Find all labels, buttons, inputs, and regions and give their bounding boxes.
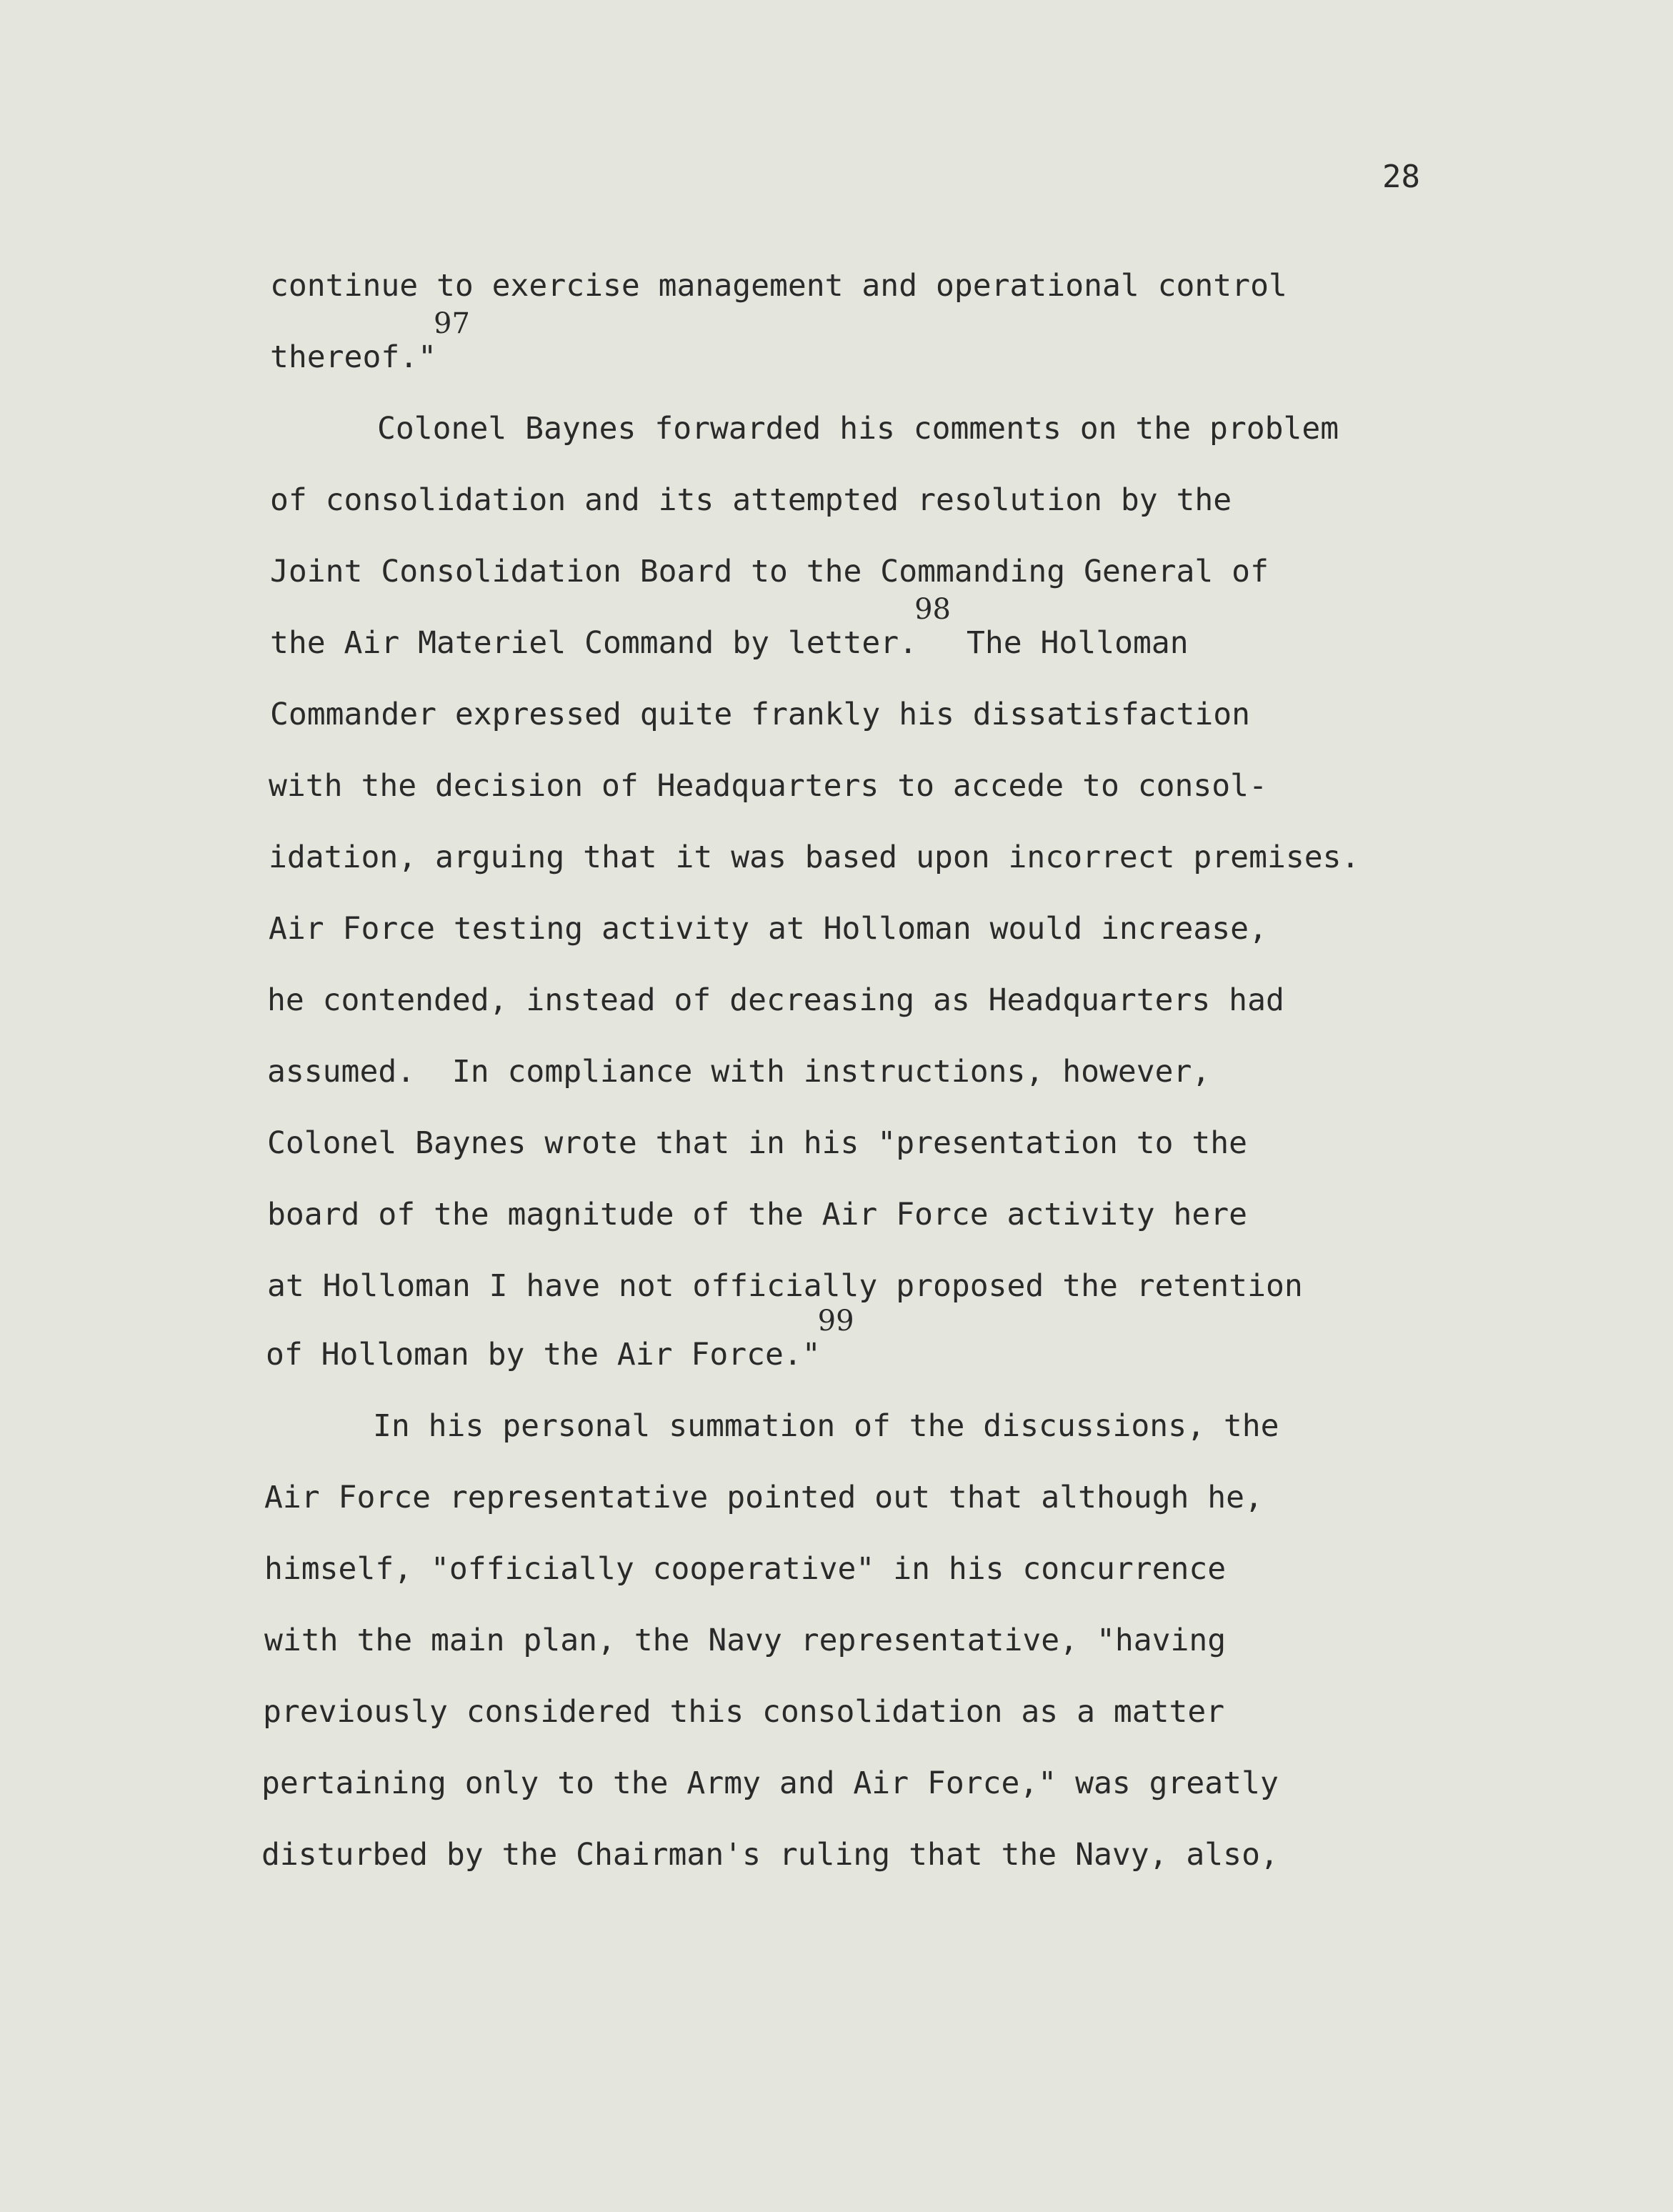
text-line-2-text: thereof." bbox=[270, 339, 436, 375]
text-line-3-text: Colonel Baynes forwarded his comments on the problem bbox=[377, 411, 1339, 447]
text-line-19: himself, "officially cooperative" in his concurrence bbox=[264, 1551, 1227, 1587]
text-line-3 bbox=[270, 407, 1339, 450]
text-line-4: of consolidation and its attempted resolution by the bbox=[270, 482, 1232, 518]
page-number: 28 bbox=[1382, 159, 1420, 195]
text-line-22: pertaining only to the Army and Air Force," was greatly bbox=[261, 1765, 1279, 1801]
text-line-6: the Air Materiel Command by letter.98 The Holloman bbox=[270, 622, 917, 665]
text-line-21: previously considered this consolidation as a matter bbox=[263, 1694, 1225, 1730]
text-line-13: Colonel Baynes wrote that in his "presentation to the bbox=[267, 1125, 1248, 1161]
text-line-23: disturbed by the Chairman's ruling that the Navy, also, bbox=[261, 1837, 1279, 1873]
text-line-6-text: the Air Materiel Command by letter. bbox=[270, 625, 918, 661]
text-line-8: with the decision of Headquarters to accede to consol- bbox=[269, 768, 1267, 804]
text-line-16-text: of Holloman by the Air Force." bbox=[266, 1337, 821, 1372]
text-line-17-text: In his personal summation of the discussions, the bbox=[373, 1408, 1279, 1444]
text-line-9: idation, arguing that it was based upon incorrect premises. bbox=[269, 840, 1360, 875]
text-line-11: he contended, instead of decreasing as Headquarters had bbox=[267, 982, 1284, 1018]
text-line-5: Joint Consolidation Board to the Commanding General of bbox=[270, 554, 1269, 589]
text-line-6-tail: The Holloman bbox=[967, 625, 1189, 661]
text-line-1: continue to exercise management and operational control bbox=[270, 268, 1287, 304]
text-line-18: Air Force representative pointed out that although he, bbox=[264, 1480, 1263, 1515]
text-line-16: of Holloman by the Air Force."99 bbox=[266, 1305, 854, 1372]
text-line-15: at Holloman I have not officially proposed the retention bbox=[267, 1268, 1303, 1304]
text-line-14: board of the magnitude of the Air Force activity here bbox=[267, 1197, 1248, 1232]
text-line-2: thereof."97 bbox=[270, 307, 470, 375]
text-line-20: with the main plan, the Navy representative, "having bbox=[264, 1623, 1227, 1658]
text-line-17 bbox=[266, 1405, 1279, 1448]
text-line-10: Air Force testing activity at Holloman would increase, bbox=[269, 911, 1267, 947]
text-line-12: assumed. In compliance with instructions, however, bbox=[267, 1054, 1211, 1090]
text-line-7: Commander expressed quite frankly his dissatisfaction bbox=[270, 697, 1251, 732]
